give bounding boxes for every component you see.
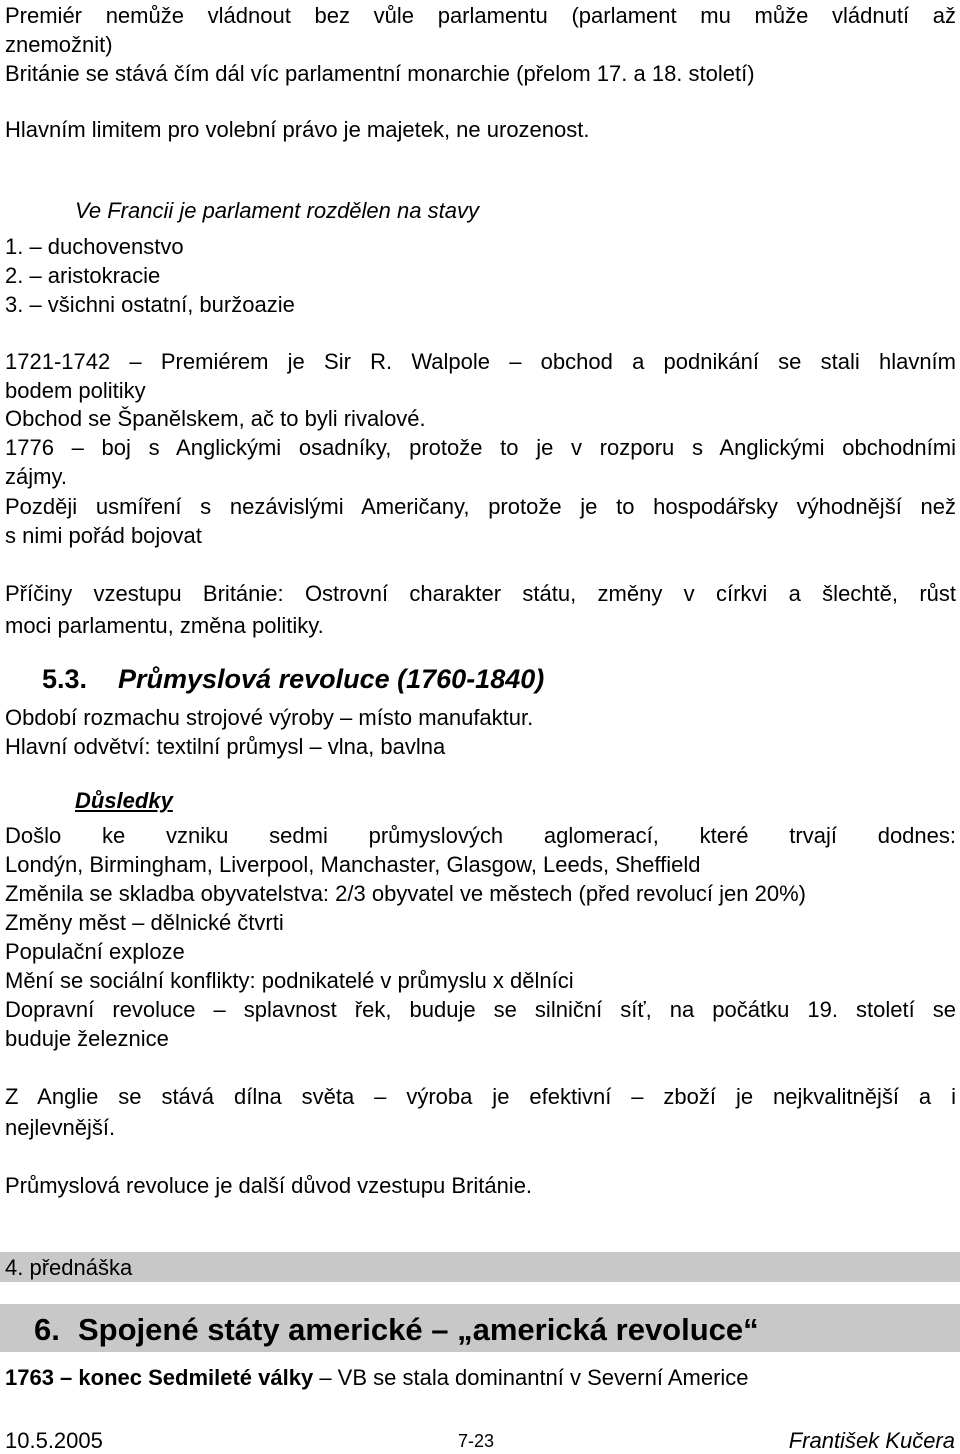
list-item: 3. – všichni ostatní, buržoazie (5, 292, 295, 317)
chapter-title: Spojené státy americké – „americká revoluce“ (78, 1312, 759, 1347)
list-item: 2. – aristokracie (5, 263, 161, 288)
list-item: 1. – duchovenstvo (5, 234, 184, 259)
paragraph-line: Došlo ke vzniku sedmi průmyslových aglomerací, které trvají dodnes: (5, 823, 956, 848)
paragraph-line: zájmy. (5, 464, 67, 489)
paragraph-line: buduje železnice (5, 1026, 169, 1051)
france-heading: Ve Francii je parlament rozdělen na stavy (75, 198, 479, 223)
paragraph-line: Hlavním limitem pro volební právo je majetek, ne urozenost. (5, 117, 590, 142)
paragraph-line: Z Anglie se stává dílna světa – výroba je efektivní – zboží je nejkvalitnější a i (5, 1084, 956, 1109)
paragraph-line (5, 1364, 749, 1392)
paragraph-line: s nimi pořád bojovat (5, 523, 202, 548)
paragraph-line: bodem politiky (5, 378, 146, 403)
paragraph-line: 1721-1742 – Premiérem je Sir R. Walpole – obchod a podnikání se stali hlavním (5, 349, 956, 374)
footer-date: 10.5.2005 (5, 1428, 103, 1453)
footer-author: František Kučera (788, 1428, 955, 1453)
paragraph-line: moci parlamentu, změna politiky. (5, 613, 324, 638)
paragraph-line: Mění se sociální konflikty: podnikatelé v průmyslu x dělníci (5, 968, 574, 993)
year-event: 1763 – konec Sedmileté války (5, 1365, 314, 1390)
paragraph-line: Příčiny vzestupu Británie: Ostrovní charakter státu, změny v církvi a šlechtě, růst (5, 581, 956, 606)
event-description: – VB se stala dominantní v Severní Americe (313, 1365, 749, 1390)
section-title: Průmyslová revoluce (1760-1840) (118, 664, 545, 694)
footer-page-number: 7-23 (458, 1431, 495, 1451)
paragraph-line: Později usmíření s nezávislými Američany, protože je to hospodářsky výhodnější než (5, 494, 956, 519)
paragraph-line: nejlevnější. (5, 1115, 116, 1140)
section-number: 5.3. (42, 664, 88, 694)
paragraph-line: Obchod se Španělskem, ač to byli rivalové. (5, 406, 426, 431)
paragraph-line: Změny měst – dělnické čtvrti (5, 910, 284, 935)
paragraph-line: Populační exploze (5, 939, 185, 964)
paragraph-line: Dopravní revoluce – splavnost řek, buduje se silniční síť, na počátku 19. století se (5, 997, 956, 1022)
paragraph-line: Průmyslová revoluce je další důvod vzestupu Británie. (5, 1173, 533, 1198)
paragraph-line: Změnila se skladba obyvatelstva: 2/3 obyvatel ve městech (před revolucí jen 20%) (5, 881, 806, 906)
paragraph-line: Hlavní odvětví: textilní průmysl – vlna, bavlna (5, 734, 446, 759)
lecture-label: 4. přednáška (5, 1255, 133, 1280)
lecture-bar (0, 1252, 960, 1282)
consequences-heading: Důsledky (75, 788, 173, 813)
paragraph-line: 1776 – boj s Anglickými osadníky, protože to je v rozporu s Anglickými obchodními (5, 435, 956, 460)
chapter-number: 6. (34, 1312, 60, 1347)
paragraph-line: znemožnit) (5, 32, 113, 57)
paragraph-line: Londýn, Birmingham, Liverpool, Manchaster, Glasgow, Leeds, Sheffield (5, 852, 701, 877)
paragraph-line: Premiér nemůže vládnout bez vůle parlamentu (parlament mu může vládnutí až (5, 3, 956, 28)
paragraph-line: Británie se stává čím dál víc parlamentní monarchie (přelom 17. a 18. století) (5, 61, 755, 86)
paragraph-line: Období rozmachu strojové výroby – místo manufaktur. (5, 705, 534, 730)
